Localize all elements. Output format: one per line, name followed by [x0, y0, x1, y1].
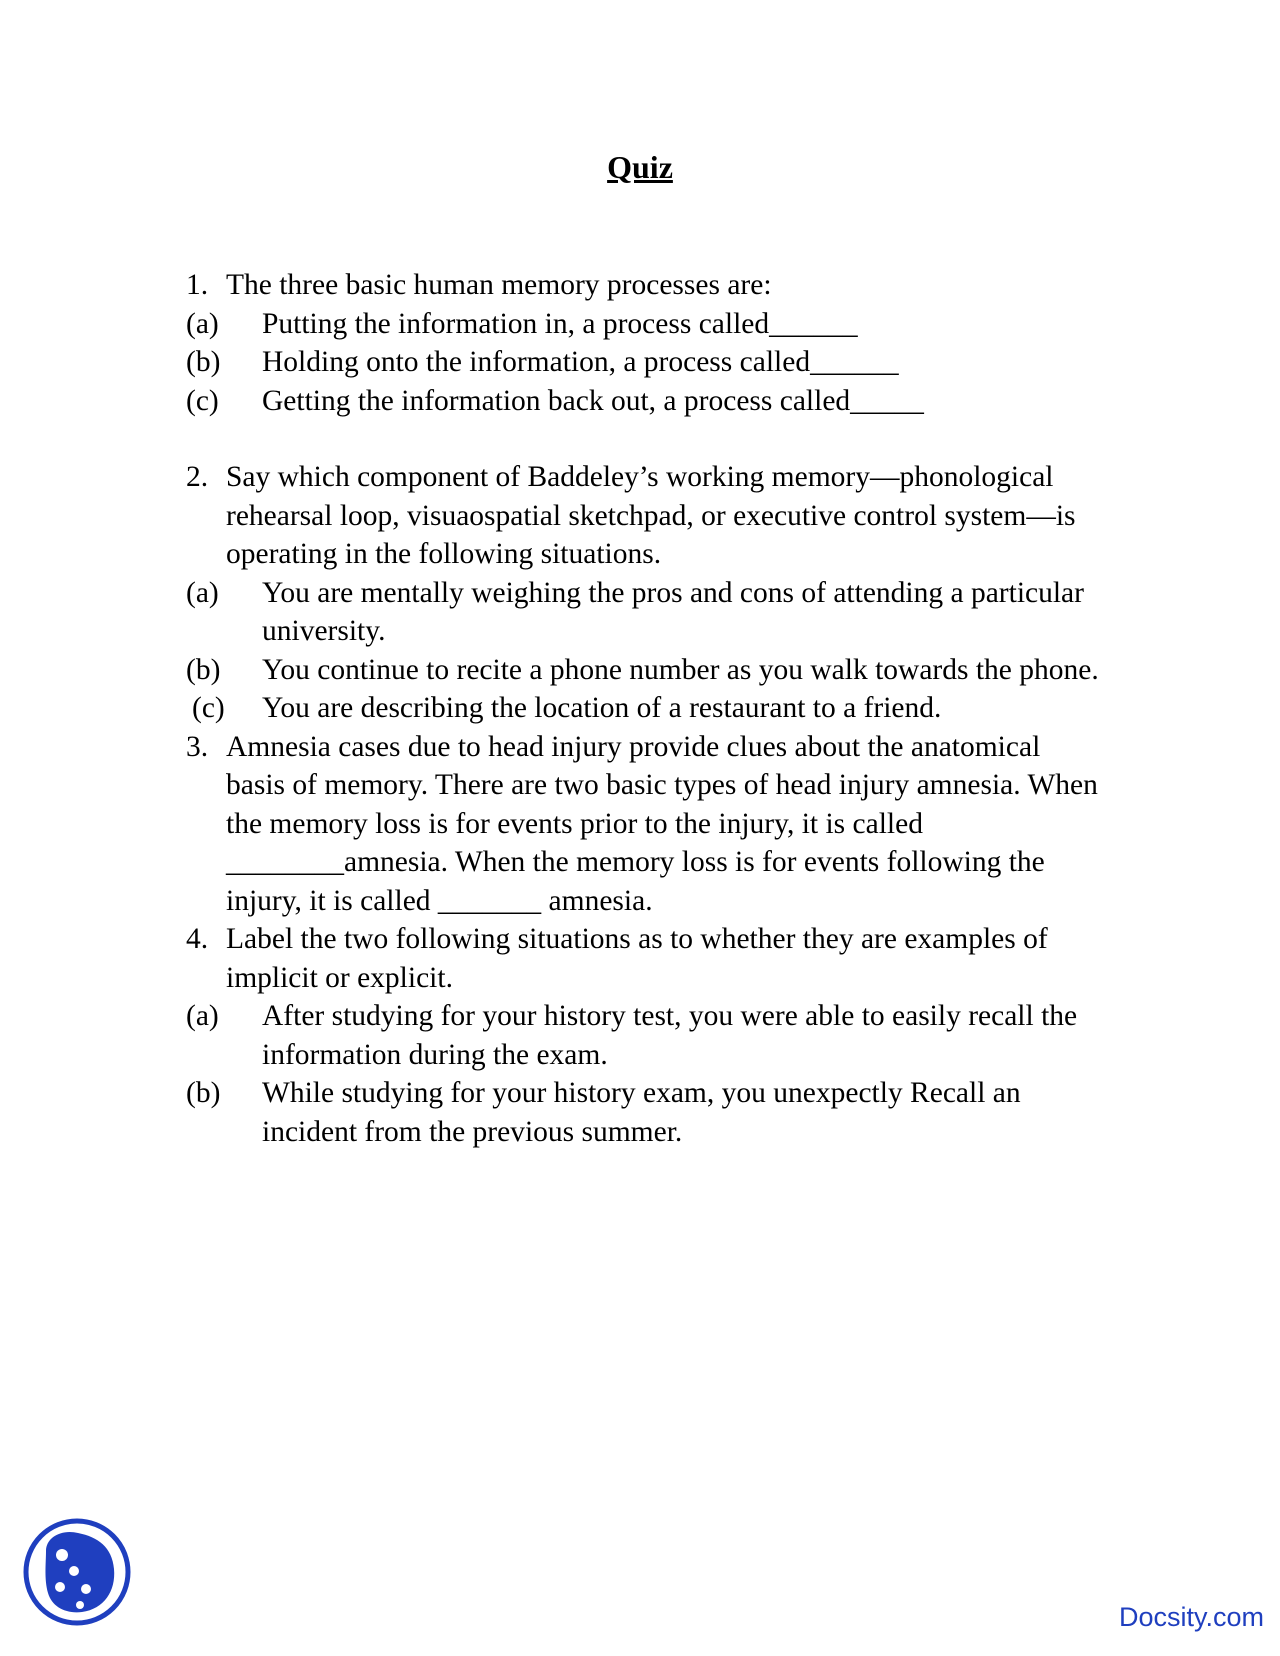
item-text: You continue to recite a phone number as you walk towards the phone. [262, 653, 1099, 686]
question-number: 2. [186, 461, 209, 493]
question-1-item-c [186, 382, 1106, 421]
question-2 [186, 458, 1106, 574]
item-text: Holding onto the information, a process called______ [262, 346, 899, 378]
question-number: 4. [186, 923, 209, 955]
quiz-question-list [186, 266, 1106, 1151]
question-number: 1. [186, 269, 209, 301]
item-text: While studying for your history exam, you unexpectly Recall an incident from the previous summer. [262, 1077, 1021, 1148]
question-text: Amnesia cases due to head injury provide clues about the anatomical basis of memory. There are two basic types of head injury amnesia. When the memory loss is for events prior to the injury, it is called ________amnesia. When the memory loss is for events following the injury, it is called _______ amnesia. [226, 730, 1098, 917]
item-letter: (a) [186, 307, 219, 340]
question-4-item-b [186, 1074, 1106, 1151]
item-text: After studying for your history test, you were able to easily recall the information during the exam. [262, 1000, 1078, 1071]
question-4 [186, 920, 1106, 997]
question-text: Say which component of Baddeley’s working memory—phonological rehearsal loop, visuaospatial sketchpad, or executive control system—is operating in the following situations. [226, 461, 1076, 570]
question-1 [186, 266, 1106, 305]
item-letter: (c) [192, 692, 225, 724]
question-2-item-b [186, 651, 1106, 690]
docsity-brand-link[interactable]: Docsity.com [1118, 1602, 1264, 1632]
item-letter: (b) [186, 653, 221, 686]
page-title: Quiz [607, 149, 673, 185]
item-letter: (a) [186, 1000, 219, 1032]
item-text: You are describing the location of a restaurant to a friend. [262, 692, 942, 724]
item-letter: (a) [186, 576, 219, 609]
question-4-item-a [186, 997, 1106, 1074]
item-letter: (b) [186, 346, 221, 378]
item-text: Getting the information back out, a process called_____ [262, 384, 924, 417]
item-letter: (b) [186, 1077, 221, 1109]
question-text: Label the two following situations as to whether they are examples of implicit or explicit. [226, 923, 1048, 994]
question-2-item-a [186, 574, 1106, 651]
question-1-item-b [186, 343, 1106, 382]
question-number: 3. [186, 730, 209, 763]
question-text: The three basic human memory processes are: [226, 269, 772, 301]
item-text: Putting the information in, a process called______ [262, 307, 858, 340]
item-text: You are mentally weighing the pros and cons of attending a particular university. [262, 576, 1084, 647]
question-1-item-a [186, 305, 1106, 344]
item-letter: (c) [186, 384, 219, 417]
question-2-item-c [186, 689, 1106, 728]
question-3 [186, 728, 1106, 921]
docsity-logo-icon [22, 1517, 132, 1627]
